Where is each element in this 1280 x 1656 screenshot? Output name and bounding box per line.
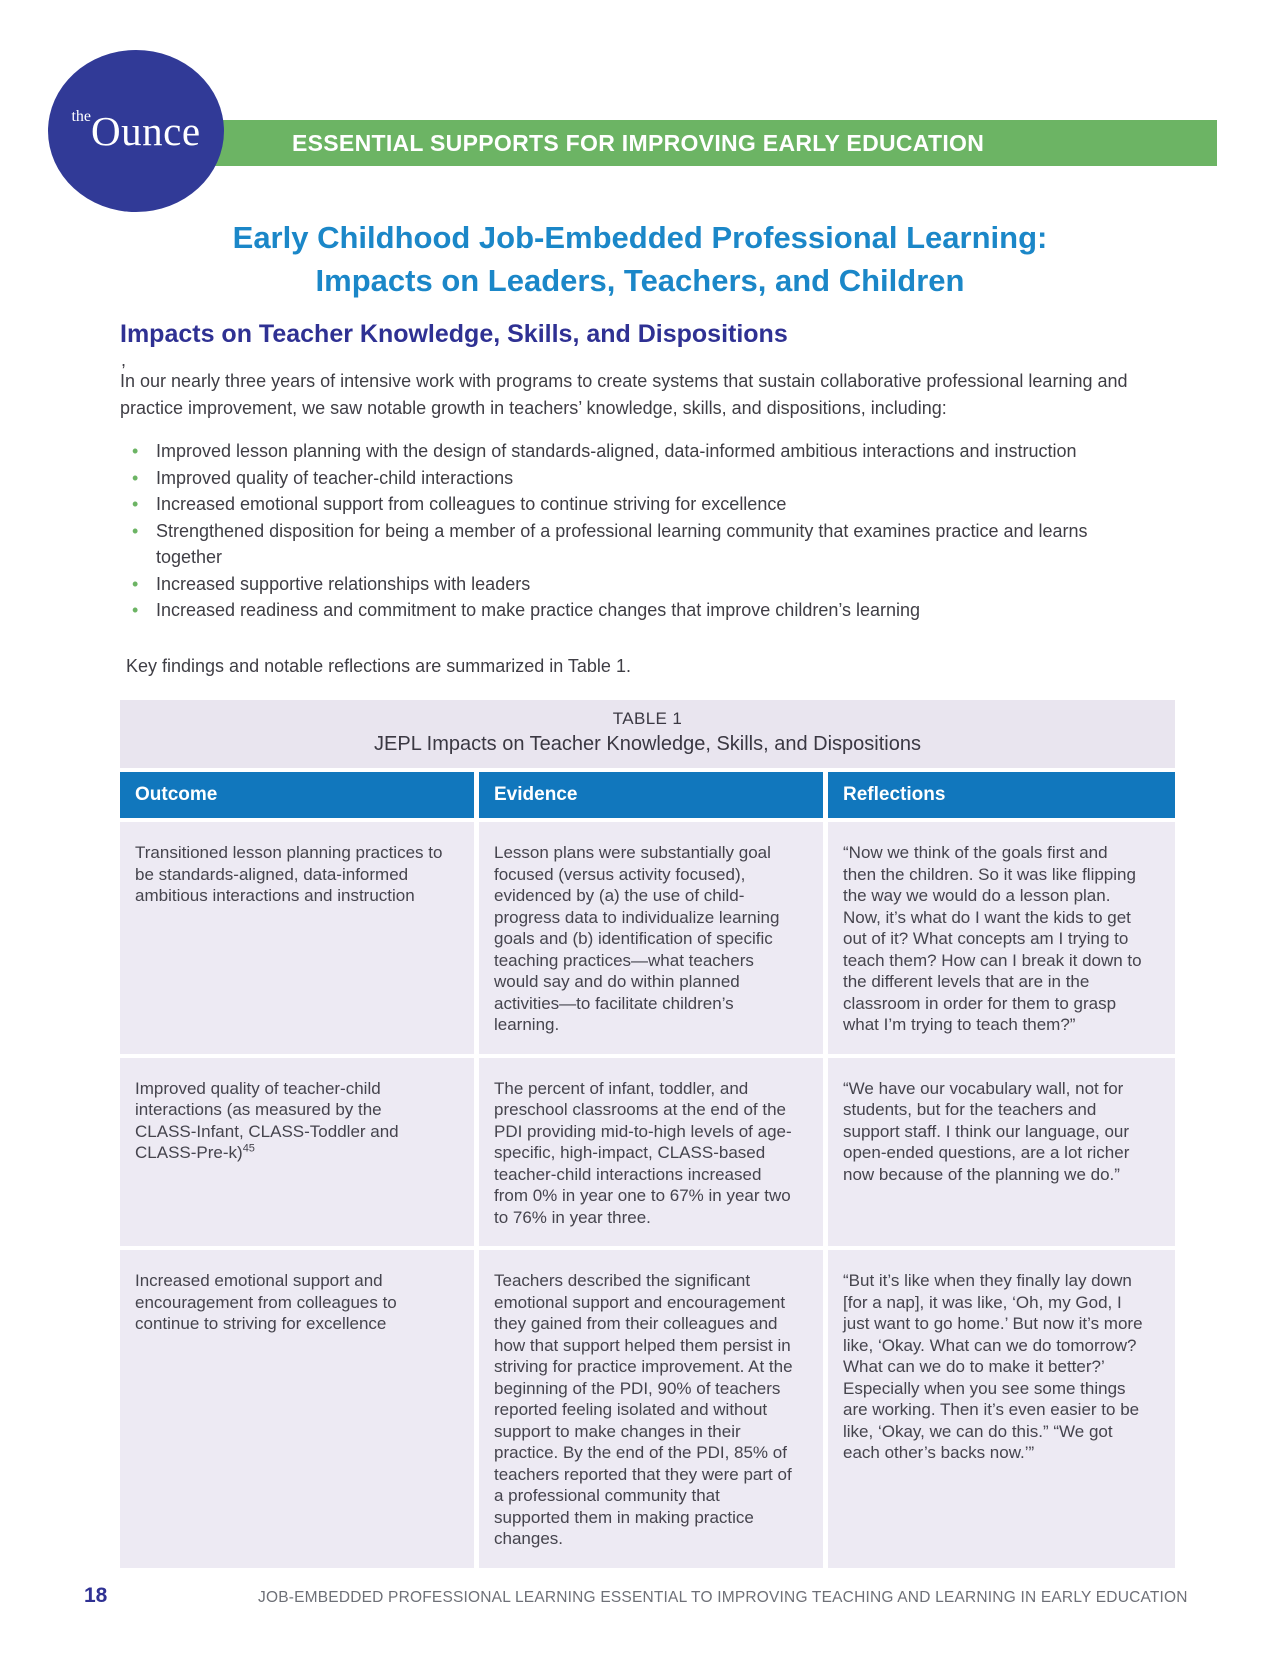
table-caption-title: JEPL Impacts on Teacher Knowledge, Skills, and Dispositions bbox=[374, 733, 921, 755]
footer-running-title: JOB-EMBEDDED PROFESSIONAL LEARNING ESSENTIAL TO IMPROVING TEACHING AND LEARNING IN EARLY EDUCATION bbox=[258, 1589, 1188, 1606]
page-title-line1: Early Childhood Job-Embedded Professional Learning: bbox=[232, 220, 1048, 255]
logo-word-ounce: Ounce bbox=[91, 108, 201, 154]
outcome-text bbox=[135, 1078, 444, 1164]
bullet-item: • Improved quality of teacher-child interactions bbox=[152, 465, 1142, 492]
table-grid bbox=[120, 772, 1175, 1568]
table-cell-evidence-row1 bbox=[479, 822, 823, 1054]
column-header-outcome: Outcome bbox=[120, 772, 474, 818]
reflections-text: “But it’s like when they finally lay down [for a nap], it was like, ‘Oh, my God, I just want to go home.’ But now it’s more like, ‘Okay. What can we do tomorrow? What can we do to make it better?’ Especially when you see some things are working. Then it’s even easier to be like, ‘Okay, we can do this.” “We got each other’s backs now.’” bbox=[843, 1271, 1143, 1462]
table-1 bbox=[120, 700, 1175, 1568]
table-cell-reflections-row1 bbox=[828, 822, 1175, 1054]
page-title bbox=[0, 216, 1280, 302]
header-banner bbox=[150, 120, 1217, 166]
evidence-text: Lesson plans were substantially goal focused (versus activity focused), evidenced by (a) the use of child-progress data to individualize learning goals and (b) identification of specific teaching practices—what teachers would say and do within planned activities—to facilitate children’s learning. bbox=[494, 843, 780, 1034]
table-cell-evidence-row2 bbox=[479, 1058, 823, 1247]
bullet-item: • Increased readiness and commitment to make practice changes that improve children’s learning bbox=[152, 597, 1142, 624]
page-number: 18 bbox=[84, 1584, 108, 1607]
table-caption-label: TABLE 1 bbox=[612, 709, 683, 728]
table-note: Key findings and notable reflections are summarized in Table 1. bbox=[126, 656, 631, 676]
reflections-text: “We have our vocabulary wall, not for students, but for the teachers and support staff. I think our language, our open-ended questions, are a lot richer now because of the planning we do.” bbox=[843, 1078, 1130, 1184]
outcome-text: Transitioned lesson planning practices to be standards-aligned, data-informed ambitious interactions and instruction bbox=[135, 843, 443, 905]
evidence-text: The percent of infant, toddler, and preschool classrooms at the end of the PDI providing mid-to-high levels of age-specific, high-impact, CLASS-based teacher-child interactions increased from 0% in year one to 67% in year two to 76% in year three. bbox=[494, 1078, 792, 1227]
table-cell-outcome-row2 bbox=[120, 1058, 474, 1247]
stray-comma: , bbox=[121, 350, 127, 370]
banner-title: ESSENTIAL SUPPORTS FOR IMPROVING EARLY EDUCATION bbox=[292, 129, 985, 156]
ounce-logo bbox=[48, 50, 224, 212]
table-cell-outcome-row1 bbox=[120, 822, 474, 1054]
bullet-item: • Strengthened disposition for being a member of a professional learning community that examines practice and learns together bbox=[152, 518, 1142, 571]
section-heading: Impacts on Teacher Knowledge, Skills, and Dispositions bbox=[120, 320, 788, 348]
column-header-reflections: Reflections bbox=[828, 772, 1175, 818]
table-cell-evidence-row3 bbox=[479, 1250, 823, 1568]
column-header-evidence: Evidence bbox=[479, 772, 823, 818]
outcome-text: Increased emotional support and encouragement from colleagues to continue to striving for excellence bbox=[135, 1271, 397, 1333]
bullet-item: • Increased supportive relationships with leaders bbox=[152, 571, 1142, 598]
page-title-line2: Impacts on Leaders, Teachers, and Children bbox=[315, 263, 965, 298]
table-cell-outcome-row3 bbox=[120, 1250, 474, 1568]
footnote-reference: 45 bbox=[242, 1142, 255, 1155]
bullet-item: • Improved lesson planning with the design of standards-aligned, data-informed ambitious interactions and instruction bbox=[152, 438, 1142, 465]
reflections-text: “Now we think of the goals first and then the children. So it was like flipping the way we would do a lesson plan. Now, it’s what do I want the kids to get out of it? What concepts am I trying to teach them? How can I break it down to the different levels that are in the classroom in order for them to grasp what I’m trying to teach them?” bbox=[843, 843, 1142, 1034]
bullet-item: • Increased emotional support from colleagues to continue striving for excellence bbox=[152, 491, 1142, 518]
outcome-main-text: Improved quality of teacher-child interactions (as measured by the CLASS-Infant, CLASS-Toddler and CLASS-Pre-k) bbox=[135, 1078, 399, 1162]
table-cell-reflections-row2 bbox=[828, 1058, 1175, 1247]
bullet-list bbox=[152, 438, 1142, 624]
evidence-text: Teachers described the significant emotional support and encouragement they gained from their colleagues and how that support helped them persist in striving for practice improvement. At the beginning of the PDI, 90% of teachers reported feeling isolated and without support to make changes in their practice. By the end of the PDI, 85% of teachers reported that they were part of a professional community that supported them in making practice changes. bbox=[494, 1271, 793, 1548]
logo-word-the: the bbox=[71, 108, 92, 125]
table-caption bbox=[120, 700, 1175, 768]
table-cell-reflections-row3 bbox=[828, 1250, 1175, 1568]
intro-paragraph: In our nearly three years of intensive work with programs to create systems that sustain collaborative professional learning and practice improvement, we saw notable growth in teachers’ knowledge, skills, and dispositions, including: bbox=[120, 371, 1128, 418]
